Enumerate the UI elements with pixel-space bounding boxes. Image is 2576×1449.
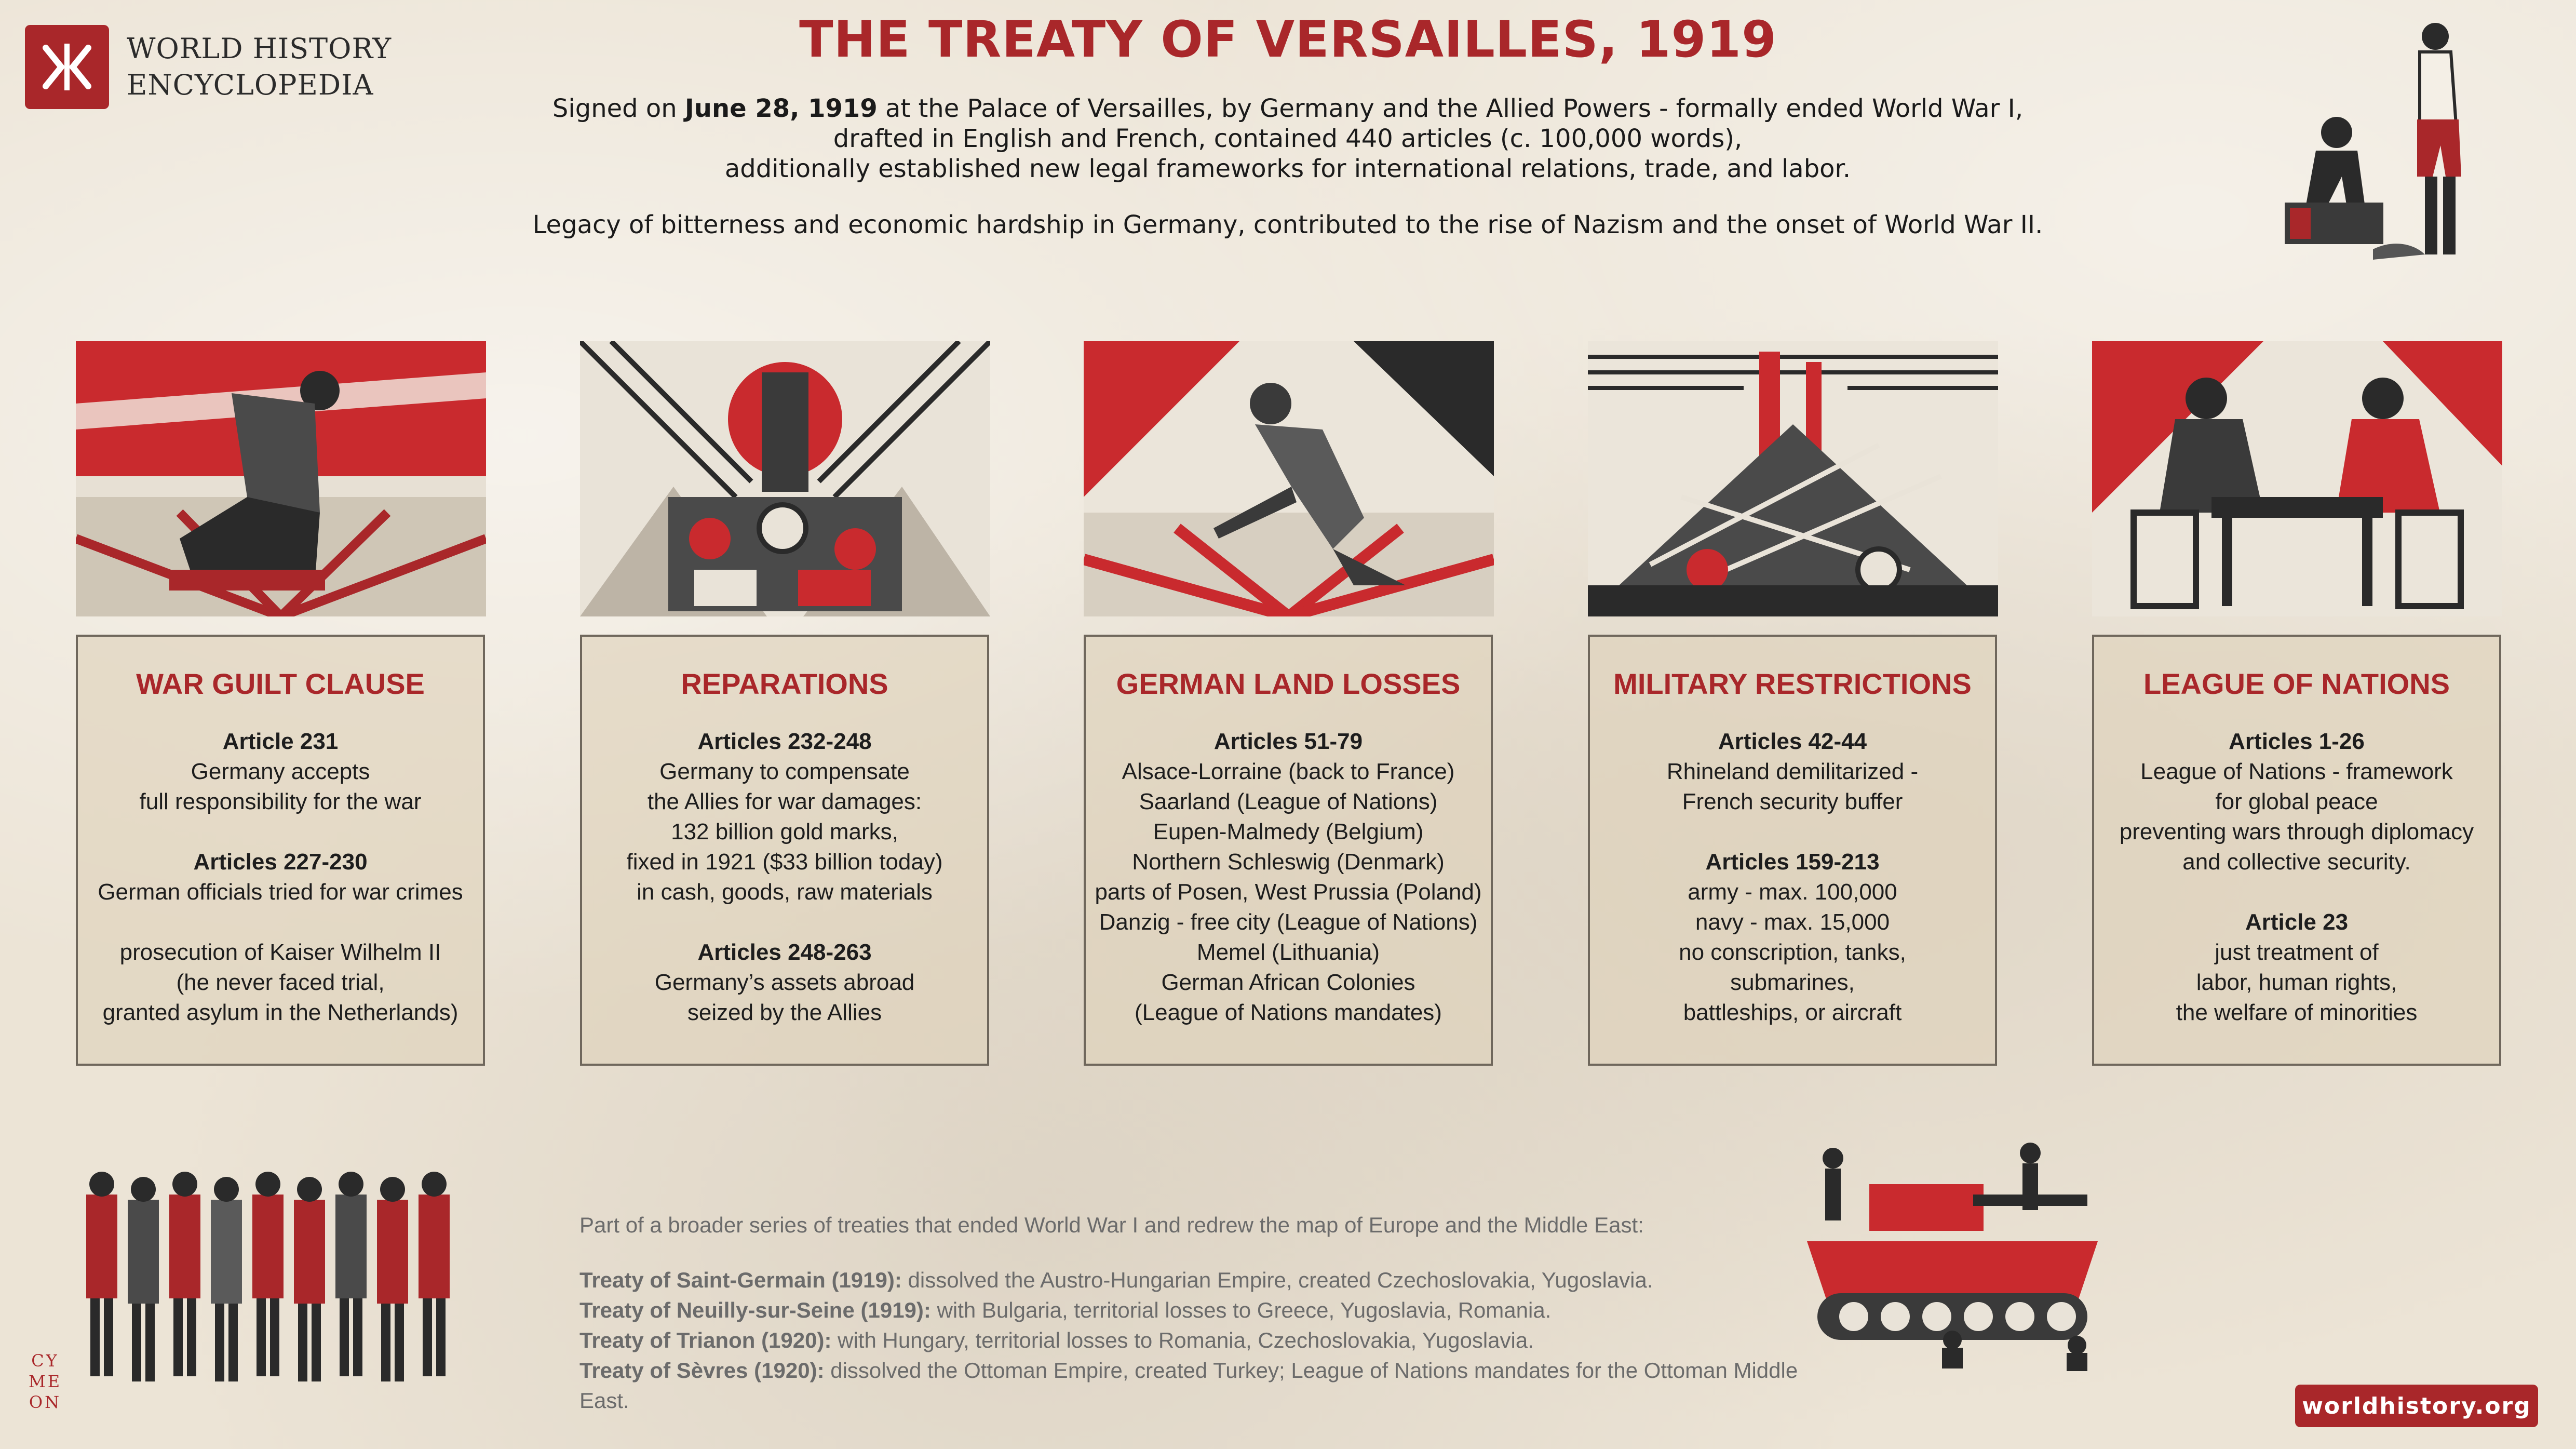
card-line: Eupen-Malmedy (Belgium) xyxy=(1153,819,1424,844)
intro-line-2: drafted in English and French, contained 440 articles (c. 100,000 words), xyxy=(833,124,1743,153)
logo-line-2: ENCYCLOPEDIA xyxy=(127,69,374,101)
card-line: no conscription, tanks, xyxy=(1679,940,1906,965)
card-line: army - max. 100,000 xyxy=(1688,879,1897,905)
card-line: the Allies for war damages: xyxy=(647,789,922,814)
card-title: MILITARY RESTRICTIONS xyxy=(1613,667,1972,700)
card-line: Danzig - free city (League of Nations) xyxy=(1099,909,1478,935)
card-line: battleships, or aircraft xyxy=(1683,1000,1902,1025)
article-heading: Articles 42-44 xyxy=(1718,729,1867,754)
card-reparations xyxy=(580,635,989,1066)
card-line: for global peace xyxy=(2215,789,2378,814)
card-line: preventing wars through diplomacy xyxy=(2119,819,2474,844)
treaty-item xyxy=(579,1356,1826,1416)
card-line: Saarland (League of Nations) xyxy=(1139,789,1438,814)
intro-1-post: at the Palace of Versailles, by Germany and the Allied Powers - formally ended World War I, xyxy=(877,94,2024,123)
intro-line-1 xyxy=(363,93,2212,124)
reparations-illustration xyxy=(580,341,990,616)
card-body xyxy=(78,727,483,1028)
card-line: the welfare of minorities xyxy=(2176,1000,2418,1025)
card-line: submarines, xyxy=(1730,970,1855,995)
tank-dismantling-illustration xyxy=(1786,1137,2129,1371)
treaty-item xyxy=(579,1265,1826,1295)
card-line: German officials tried for war crimes xyxy=(98,879,463,905)
card-title: REPARATIONS xyxy=(681,667,888,700)
card-line: prosecution of Kaiser Wilhelm II xyxy=(119,940,441,965)
card-line: in cash, goods, raw materials xyxy=(637,879,933,905)
article-heading: Articles 1-26 xyxy=(2229,729,2365,754)
article-heading: Articles 227-230 xyxy=(193,849,368,875)
card-body xyxy=(582,727,987,1028)
intro-text xyxy=(363,93,2212,240)
treaty-name: Treaty of Sèvres (1920): xyxy=(579,1358,825,1383)
card-line: Germany accepts xyxy=(191,759,370,784)
treaty-item xyxy=(579,1295,1826,1325)
card-line: (League of Nations mandates) xyxy=(1135,1000,1442,1025)
card-line: and collective security. xyxy=(2182,849,2411,875)
card-line: Germany to compensate xyxy=(659,759,910,784)
military-restrictions-illustration xyxy=(1588,341,1998,616)
article-heading: Article 231 xyxy=(222,729,339,754)
card-line: 132 billion gold marks, xyxy=(671,819,898,844)
card-body xyxy=(1590,727,1995,1028)
card-line: Alsace-Lorraine (back to France) xyxy=(1122,759,1455,784)
two-workers-illustration xyxy=(2269,21,2513,270)
treaty-desc: with Hungary, territorial losses to Romania, Czechoslovakia, Yugoslavia. xyxy=(831,1328,1534,1352)
card-line: Germany’s assets abroad xyxy=(654,970,915,995)
card-line: just treatment of xyxy=(2215,940,2379,965)
article-heading: Article 23 xyxy=(2245,909,2349,935)
article-heading: Articles 248-263 xyxy=(697,940,872,965)
card-line: seized by the Allies xyxy=(687,1000,882,1025)
card-line: (he never faced trial, xyxy=(176,970,385,995)
card-military-restrictions xyxy=(1588,635,1997,1066)
logo-line-1: WORLD HISTORY xyxy=(127,32,392,65)
treaty-name: Treaty of Trianon (1920): xyxy=(579,1328,832,1352)
article-heading: Articles 51-79 xyxy=(1213,729,1363,754)
war-guilt-illustration xyxy=(76,341,486,616)
card-body xyxy=(2094,727,2499,1028)
card-line: German African Colonies xyxy=(1161,970,1415,995)
treaty-name: Treaty of Saint-Germain (1919): xyxy=(579,1268,902,1292)
related-treaties xyxy=(579,1210,1826,1416)
card-league-of-nations xyxy=(2092,635,2501,1066)
card-line: granted asylum in the Netherlands) xyxy=(102,1000,458,1025)
card-title: LEAGUE OF NATIONS xyxy=(2143,667,2450,700)
related-treaties-intro: Part of a broader series of treaties that ended World War I and redrew the map of Europe and the Middle East: xyxy=(579,1213,1644,1237)
intro-date: June 28, 1919 xyxy=(684,94,878,123)
treaty-desc: with Bulgaria, territorial losses to Greece, Yugoslavia, Romania. xyxy=(930,1298,1552,1322)
card-line: labor, human rights, xyxy=(2196,970,2397,995)
intro-1-pre: Signed on xyxy=(552,94,685,123)
card-line: Northern Schleswig (Denmark) xyxy=(1132,849,1445,875)
intro-line-3: additionally established new legal frameworks for international relations, trade, and labor. xyxy=(724,154,1851,183)
league-of-nations-illustration xyxy=(2092,341,2502,616)
treaty-name: Treaty of Neuilly-sur-Seine (1919): xyxy=(579,1298,931,1322)
card-line: full responsibility for the war xyxy=(139,789,422,814)
card-line: Rhineland demilitarized - xyxy=(1666,759,1919,784)
card-german-land-losses xyxy=(1084,635,1493,1066)
card-title: GERMAN LAND LOSSES xyxy=(1116,667,1461,700)
treaty-item xyxy=(579,1325,1826,1356)
treaty-desc: dissolved the Austro-Hungarian Empire, created Czechoslovakia, Yugoslavia. xyxy=(901,1268,1653,1292)
card-line: League of Nations - framework xyxy=(2140,759,2453,784)
intro-line-4: Legacy of bitterness and economic hardship in Germany, contributed to the rise of Nazism and the onset of World War II. xyxy=(532,210,2043,239)
card-line: parts of Posen, West Prussia (Poland) xyxy=(1095,879,1482,905)
card-title: WAR GUILT CLAUSE xyxy=(136,667,425,700)
card-body xyxy=(1086,727,1491,1028)
article-heading: Articles 232-248 xyxy=(697,729,872,754)
card-line: navy - max. 15,000 xyxy=(1695,909,1890,935)
artist-signature xyxy=(27,1350,74,1423)
signature-text: CYMEON xyxy=(28,1351,62,1412)
card-line: fixed in 1921 ($33 billion today) xyxy=(626,849,943,875)
page-title: THE TREATY OF VERSAILLES, 1919 xyxy=(799,10,1777,69)
website-url-badge[interactable]: worldhistory.org xyxy=(2295,1385,2538,1427)
card-line: Memel (Lithuania) xyxy=(1196,940,1380,965)
article-heading: Articles 159-213 xyxy=(1705,849,1880,875)
marching-soldiers-illustration xyxy=(76,1163,486,1387)
treaty-desc: dissolved the Ottoman Empire, created Turkey; League of Nations mandates for the Ottoman Middle East. xyxy=(579,1358,1798,1413)
land-losses-illustration xyxy=(1084,341,1494,616)
card-line: French security buffer xyxy=(1682,789,1903,814)
card-war-guilt-clause xyxy=(76,635,485,1066)
